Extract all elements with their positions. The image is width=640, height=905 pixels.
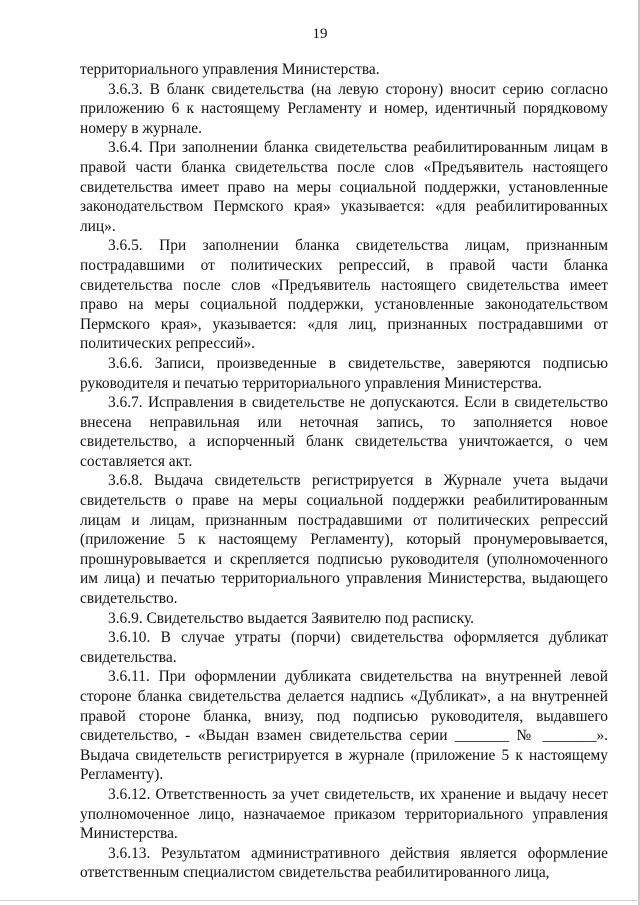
paragraph-continuation: территориального управления Министерства. [80, 61, 380, 78]
paragraph-3-6-4: 3.6.4. При заполнении бланка свидетельства реабилитированным лицам в правой части бланка свидетельства после слов «Предъявитель настоящего свидетельства имеет право на меры социальной поддержки, установленные законодательством Пермского края» указывается: «для реабилитированных лиц». [80, 139, 608, 235]
paragraph-3-6-9: 3.6.9. Свидетельство выдается Заявителю под расписку. [108, 609, 474, 627]
paragraph-3-6-12: 3.6.12. Ответственность за учет свидетельств, их хранение и выдачу несет уполномоченное лицо, назначаемое приказом территориального управления Министерства. [80, 785, 608, 843]
paragraph-3-6-7: 3.6.7. Исправления в свидетельстве не допускаются. Если в свидетельство внесена неправильная или неточная запись, то заполняется новое свидетельство, а испорченный бланк свидетельства уничтожается, о чем составляется акт. [80, 394, 608, 470]
scan-bottom-line [0, 900, 640, 901]
paragraph-3-6-8: 3.6.8. Выдача свидетельств регистрируется в Журнале учета выдачи свидетельств о праве на меры социальной поддержки реабилитированным лицам и лицам, признанным пострадавшими от политических репрессий (приложение 5 к настоящему Регламенту), который пронумеровывается, прошнуровывается и скрепляется подписью руководителя (уполномоченного им лица) и печатью территориального управления Министерства, выдающего свидетельство. [80, 472, 608, 608]
paragraph-3-6-5: 3.6.5. При заполнении бланка свидетельства лицам, признанным пострадавшими от политических репрессий, в правой части бланка свидетельства после слов «Предъявитель настоящего свидетельства имеет право на меры социальной поддержки, установленные законодательством Пермского края», указывается: «для лиц, признанных пострадавшими от политических репрессий». [80, 237, 608, 353]
paragraph-3-6-13: 3.6.13. Результатом административного действия является оформление ответственным специалистом свидетельства реабилитированного лица, [80, 844, 608, 882]
page-number: 19 [312, 26, 328, 42]
document-body [80, 60, 608, 883]
paragraph-3-6-6: 3.6.6. Записи, произведенные в свидетельстве, заверяются подписью руководителя и печатью территориального управления Министерства. [80, 354, 608, 392]
paragraph-3-6-3: 3.6.3. В бланк свидетельства (на левую сторону) вносит серию согласно приложению 6 к настоящему Регламенту и номер, идентичный порядковому номеру в журнале. [80, 80, 608, 137]
paragraph-3-6-11: 3.6.11. При оформлении дубликата свидетельства на внутренней левой стороне бланка свидетельства делается надпись «Дубликат», а на внутренней правой стороне бланка, внизу, под подписью руководителя, выдавшего свидетельство, - «Выдан взамен свидетельства серии _______ № _______». Выдача свидетельств регистрируется в журнале (приложение 5 к настоящему Регламенту). [80, 668, 608, 784]
paragraph-3-6-10: 3.6.10. В случае утраты (порчи) свидетельства оформляется дубликат свидетельства. [80, 629, 608, 666]
